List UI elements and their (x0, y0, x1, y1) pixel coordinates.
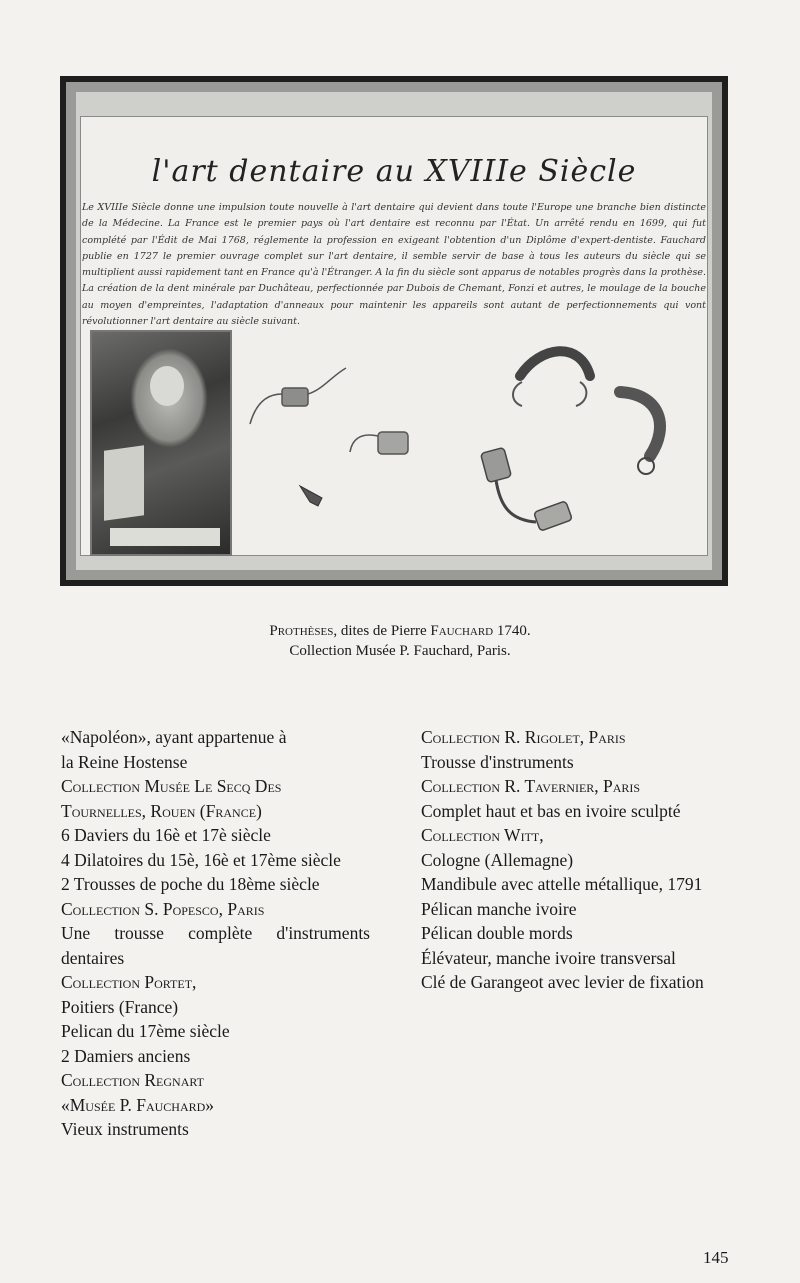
plaque-text: Le XVIIIe Siècle donne une impulsion toute nouvelle à l'art dentaire qui devient dans toute l'Europe une branche bien distincte de la Médecine. La France est le premier pays où l'art dentaire est reconnu par l'État. Un arrêté rendu en 1699, qui fut complété par l'Édit de Mai 1768, réglemente la profession en exigeant l'obtention d'un Diplôme d'expert-dentiste. Fauchard publie en 1727 le premier ouvrage complet sur l'art dentaire, il semble servir de base à tous les auteurs du siècle qui se multiplient aussi rapidement tant en France qu'à l'Étranger. A la fin du siècle sont apparus de notables progrès dans la prothèse. La création de la dent minérale par Duchâteau, perfectionnée par Dubois de Chemant, Fonzi et autres, le moulage de la bouche au moyen d'empreintes, l'adaptation d'anneaux pour maintenir les appareils sont autant de perfectionnements qui vont révolutionner l'art dentaire au siècle suivant. (82, 202, 706, 328)
list-item: 2 Trousses de poche du 18ème siècle (61, 874, 320, 894)
list-item: Vieux instruments (61, 1119, 189, 1139)
collection-le-secq-line-1: Collection Musée Le Secq Des (61, 776, 282, 796)
list-item: 4 Dilatoires du 15è, 16è et 17ème siècle (61, 849, 341, 870)
collection-portet-location: Poitiers (France) (61, 996, 179, 1017)
list-item: Clé de Garangeot avec levier de fixation (421, 972, 704, 992)
collection-regnart-line-2: «Musée P. Fauchard» (61, 1094, 215, 1115)
left-column (61, 725, 370, 1142)
caption-prosthesis-label: Prothèses (269, 623, 334, 639)
prosthesis-arch-hooks (513, 382, 586, 406)
list-item: Pélican double mords (421, 923, 573, 943)
list-item: 2 Damiers anciens (61, 1045, 191, 1066)
collection-portet-heading: Collection Portet, (61, 972, 197, 992)
collection-tavernier-heading: Collection R. Tavernier, Paris (421, 776, 641, 796)
list-item: Une trousse complète d'instruments dentaires (61, 923, 370, 968)
caption-name: Fauchard (430, 623, 494, 639)
collection-witt-location: Cologne (Allemagne) (421, 849, 574, 870)
caption-mid-text: , dites de Pierre (333, 623, 431, 639)
list-item: Trousse d'instruments (421, 751, 574, 772)
prosthesis-3 (300, 486, 322, 506)
plaque-title: l'art dentaire au XVIIIe Siècle (151, 154, 637, 189)
list-item: Complet haut et bas en ivoire sculpté (421, 800, 681, 821)
collection-popesco-heading: Collection S. Popesco, Paris (61, 898, 265, 919)
prosthesis-1 (250, 368, 346, 424)
collection-rigolet-heading: Collection R. Rigolet, Paris (421, 727, 626, 747)
page-number: 145 (703, 1248, 729, 1267)
list-item: 6 Daviers du 16è et 17è siècle (61, 825, 271, 845)
dental-prostheses-illustration (60, 76, 728, 586)
entry-napoleon-line-1: «Napoléon», ayant appartenue à (61, 727, 287, 747)
collection-le-secq-line-2: Tournelles, Rouen (France) (61, 800, 262, 821)
caption-year: 1740. (493, 623, 531, 639)
entry-napoleon (61, 725, 370, 774)
caption-line-1 (0, 621, 800, 641)
collection-regnart-line-1: Collection Regnart (61, 1070, 204, 1090)
museum-display-photo (60, 76, 728, 586)
figure-caption (0, 621, 800, 661)
collection-witt-heading: Collection Witt, (421, 825, 544, 845)
list-item: Pelican du 17ème siècle (61, 1021, 230, 1041)
collection-le-secq-heading (61, 774, 370, 823)
collection-regnart-heading (61, 1068, 370, 1117)
entry-napoleon-line-2: la Reine Hostense (61, 751, 188, 772)
prosthesis-2 (350, 432, 408, 454)
caption-line-2: Collection Musée P. Fauchard, Paris. (289, 643, 511, 659)
prosthesis-arch-lower (620, 392, 660, 456)
list-item: Mandibule avec attelle métallique, 1791 (421, 874, 703, 894)
list-item: Pélican manche ivoire (421, 898, 577, 919)
right-column (421, 725, 733, 995)
list-item: Élévateur, manche ivoire transversal (421, 947, 676, 968)
prosthesis-lower-center (481, 447, 573, 531)
prosthesis-arch-upper (520, 351, 590, 376)
